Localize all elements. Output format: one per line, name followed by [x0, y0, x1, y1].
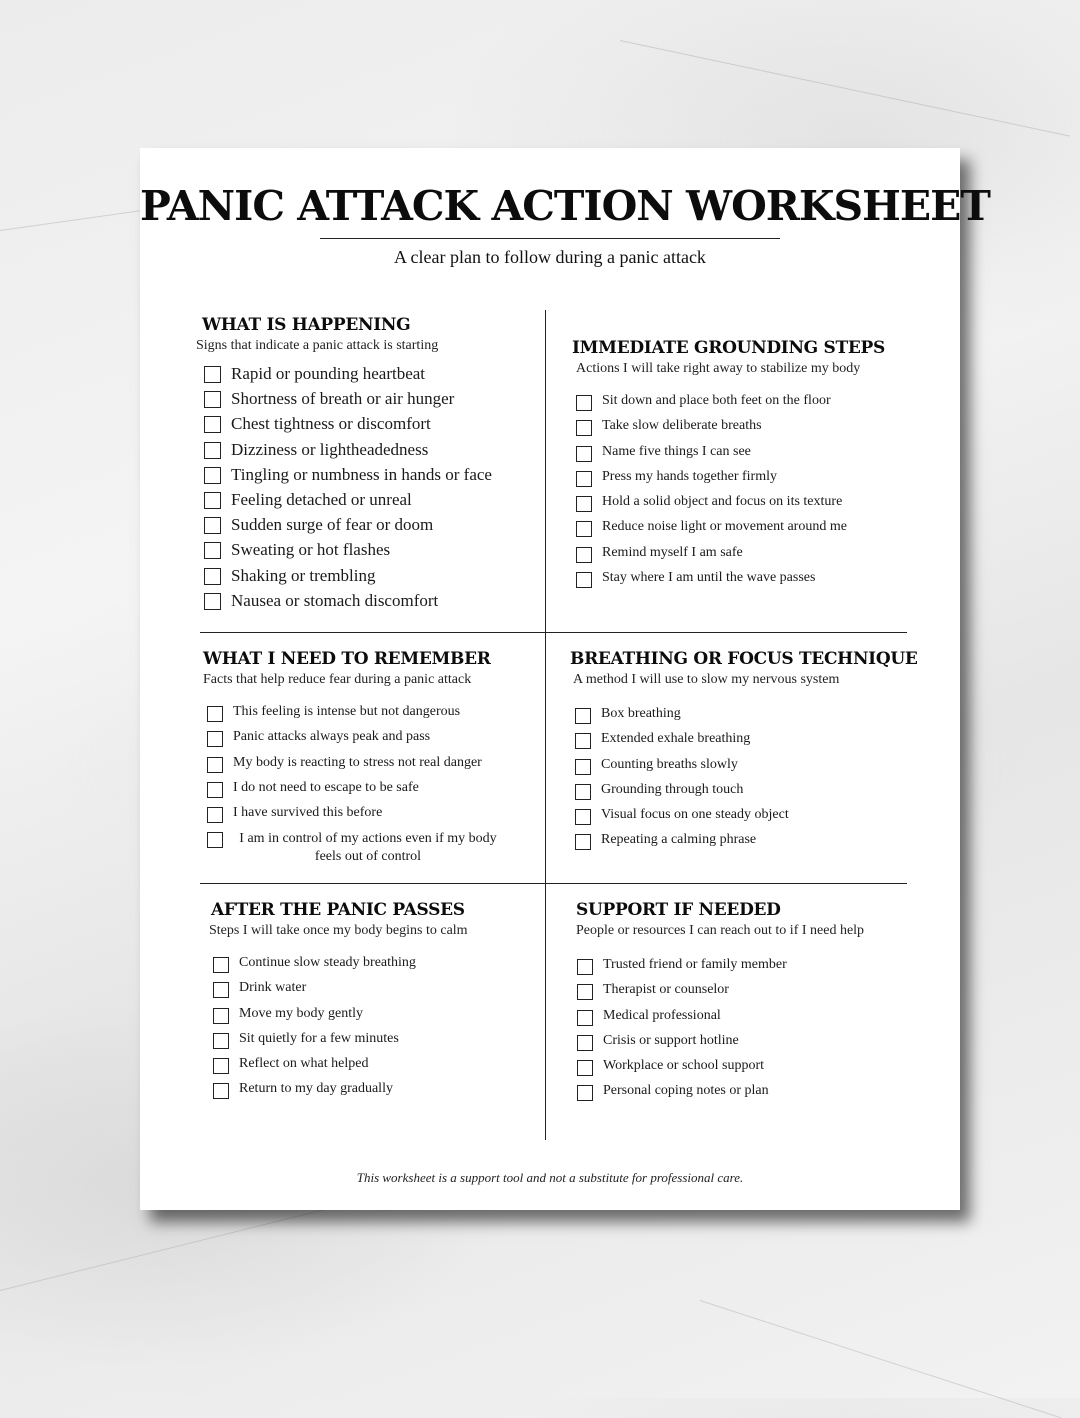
- checkbox[interactable]: [204, 517, 221, 534]
- section-subtitle: A method I will use to slow my nervous system: [573, 672, 840, 687]
- checkbox[interactable]: [577, 959, 593, 975]
- section-support-if-needed: [576, 900, 864, 1109]
- checklist-label: Dizziness or lightheadedness: [231, 439, 429, 459]
- checklist-label: Crisis or support hotline: [603, 1032, 739, 1048]
- checklist-label: Tingling or numbness in hands or face: [231, 464, 492, 484]
- checklist-item: [576, 393, 885, 418]
- checklist-label: This feeling is intense but not dangerous: [233, 704, 461, 719]
- section-title: AFTER THE PANIC PASSES: [211, 900, 465, 920]
- checkbox[interactable]: [204, 391, 221, 408]
- checklist-item: [576, 519, 885, 544]
- checkbox[interactable]: [575, 834, 591, 850]
- checkbox[interactable]: [207, 731, 223, 747]
- checklist-label: Sit quietly for a few minutes: [239, 1030, 399, 1046]
- checklist-item: [213, 1056, 468, 1081]
- checklist-label: Move my body gently: [239, 1005, 364, 1021]
- checklist-label: Visual focus on one steady object: [601, 807, 789, 823]
- checkbox[interactable]: [204, 492, 221, 509]
- checkbox[interactable]: [207, 706, 223, 722]
- checklist-label: Sudden surge of fear or doom: [231, 515, 434, 535]
- checkbox[interactable]: [204, 568, 221, 585]
- checklist-label: Chest tightness or discomfort: [231, 414, 431, 434]
- marble-vein: [620, 40, 1070, 137]
- checkbox[interactable]: [207, 757, 223, 773]
- checkbox[interactable]: [204, 442, 221, 459]
- checklist-label: Therapist or counselor: [603, 982, 729, 998]
- checkbox[interactable]: [213, 1008, 229, 1024]
- checklist-label: Nausea or stomach discomfort: [231, 590, 439, 610]
- checkbox[interactable]: [575, 708, 591, 724]
- checklist-label: Repeating a calming phrase: [601, 832, 757, 848]
- section-title: WHAT IS HAPPENING: [202, 315, 411, 335]
- checkbox[interactable]: [575, 733, 591, 749]
- checklist-item: [207, 805, 503, 830]
- checklist-label: Box breathing: [601, 706, 681, 721]
- checklist-item: [204, 591, 492, 616]
- checklist-item: [576, 494, 885, 519]
- checklist-item: [576, 545, 885, 570]
- checklist-label: Hold a solid object and focus on its texture: [602, 494, 843, 510]
- checklist-item: [204, 490, 492, 515]
- checklist-item: [575, 807, 918, 832]
- checkbox[interactable]: [204, 416, 221, 433]
- checklist-item: [213, 980, 468, 1005]
- checkbox[interactable]: [576, 420, 592, 436]
- checklist-label: Personal coping notes or plan: [603, 1083, 769, 1099]
- checkbox[interactable]: [577, 1035, 593, 1051]
- checklist-label: Continue slow steady breathing: [239, 955, 416, 970]
- section-title: WHAT I NEED TO REMEMBER: [203, 649, 491, 669]
- checklist-label: Stay where I am until the wave passes: [602, 570, 816, 586]
- checklist-item: [577, 1033, 864, 1058]
- checklist-item: [577, 957, 864, 982]
- checklist-label: My body is reacting to stress not real danger: [233, 754, 482, 770]
- checklist-item: [577, 982, 864, 1007]
- checklist-item: [577, 1058, 864, 1083]
- checklist-label: Extended exhale breathing: [601, 731, 751, 747]
- checklist-label: Grounding through touch: [601, 781, 744, 797]
- checkbox[interactable]: [207, 782, 223, 798]
- section-title: IMMEDIATE GROUNDING STEPS: [572, 338, 885, 358]
- checklist-label: Press my hands together firmly: [602, 468, 777, 484]
- section-title: SUPPORT IF NEEDED: [576, 900, 781, 920]
- checkbox[interactable]: [204, 593, 221, 610]
- section-subtitle: People or resources I can reach out to if I need help: [576, 923, 865, 938]
- checklist-label: Trusted friend or family member: [603, 957, 787, 972]
- checklist-label: Reduce noise light or movement around me: [602, 519, 847, 535]
- row-divider: [200, 632, 907, 633]
- checkbox[interactable]: [577, 1060, 593, 1076]
- checklist-label: Drink water: [239, 980, 307, 996]
- checkbox[interactable]: [575, 809, 591, 825]
- checklist-item: [576, 418, 885, 443]
- checklist-label: Reflect on what helped: [239, 1056, 369, 1072]
- checklist-item: [575, 757, 918, 782]
- checklist-item: [575, 782, 918, 807]
- checklist-item: [204, 440, 492, 465]
- checklist-label: Panic attacks always peak and pass: [233, 729, 431, 745]
- checklist-item: [207, 830, 503, 870]
- section-immediate-grounding-steps: [572, 338, 885, 595]
- checkbox[interactable]: [207, 832, 223, 848]
- checklist-item: [575, 731, 918, 756]
- checklist-item: [213, 1031, 468, 1056]
- checklist-item: [577, 1083, 864, 1108]
- checklist-item: [213, 1081, 468, 1106]
- checklist-item: [577, 1008, 864, 1033]
- column-divider: [545, 310, 546, 1140]
- checkbox[interactable]: [577, 1010, 593, 1026]
- checklist-item: [204, 465, 492, 490]
- section-after-the-panic-passes: [209, 900, 468, 1107]
- checklist-label: Feeling detached or unreal: [231, 489, 412, 509]
- checkbox[interactable]: [204, 542, 221, 559]
- section-breathing-or-focus-technique: [570, 649, 918, 858]
- checkbox[interactable]: [204, 366, 221, 383]
- checkbox[interactable]: [576, 521, 592, 537]
- checklist-label: Rapid or pounding heartbeat: [231, 364, 426, 383]
- disclaimer-footer: This worksheet is a support tool and not a substitute for professional care.: [356, 1170, 744, 1185]
- checklist-label: Medical professional: [603, 1007, 721, 1023]
- checklist-label: Sweating or hot flashes: [231, 540, 391, 560]
- checklist-label: Remind myself I am safe: [602, 544, 743, 560]
- checklist-item: [207, 780, 503, 805]
- checklist-item: [575, 706, 918, 731]
- checklist-label: I am in control of my actions even if my body feels out of control: [239, 831, 497, 865]
- checklist-item: [207, 755, 503, 780]
- section-subtitle: Facts that help reduce fear during a panic attack: [203, 672, 472, 687]
- checkbox[interactable]: [213, 1058, 229, 1074]
- checkbox[interactable]: [576, 446, 592, 462]
- checklist-label: Shortness of breath or air hunger: [231, 389, 455, 409]
- checkbox[interactable]: [213, 1033, 229, 1049]
- checkbox[interactable]: [213, 1083, 229, 1099]
- checklist-label: Workplace or school support: [603, 1058, 764, 1074]
- worksheet-subtitle: A clear plan to follow during a panic attack: [394, 247, 706, 267]
- checklist-item: [207, 704, 503, 729]
- checklist-label: Take slow deliberate breaths: [602, 418, 762, 434]
- checklist-item: [204, 566, 492, 591]
- checkbox[interactable]: [576, 572, 592, 588]
- worksheet-title: PANIC ATTACK ACTION WORKSHEET: [140, 182, 990, 230]
- checklist-label: Return to my day gradually: [239, 1081, 393, 1097]
- checklist-label: I do not need to escape to be safe: [233, 779, 419, 795]
- checklist-item: [207, 729, 503, 754]
- checkbox[interactable]: [207, 807, 223, 823]
- marble-vein: [700, 1300, 1062, 1418]
- checkbox[interactable]: [575, 759, 591, 775]
- checkbox[interactable]: [576, 496, 592, 512]
- checkbox[interactable]: [576, 395, 592, 411]
- checklist-item: [204, 515, 492, 540]
- checklist-item: [576, 570, 885, 595]
- checklist-label: Sit down and place both feet on the floor: [602, 393, 831, 408]
- section-subtitle: Signs that indicate a panic attack is starting: [196, 338, 439, 353]
- checkbox[interactable]: [576, 471, 592, 487]
- checkbox[interactable]: [577, 1085, 593, 1101]
- checklist-item: [204, 389, 492, 414]
- section-subtitle: Steps I will take once my body begins to calm: [209, 923, 468, 938]
- checklist-label: I have survived this before: [233, 805, 383, 821]
- title-divider: [320, 238, 780, 239]
- checklist-item: [575, 832, 918, 857]
- worksheet-page: [140, 148, 990, 1210]
- row-divider: [200, 883, 907, 884]
- checklist-item: [576, 469, 885, 494]
- section-title: BREATHING OR FOCUS TECHNIQUE: [570, 649, 918, 669]
- checklist-item: [213, 955, 468, 980]
- checklist-item: [204, 364, 492, 389]
- section-what-i-need-to-remember: [203, 649, 503, 870]
- checkbox[interactable]: [213, 982, 229, 998]
- checklist-item: [204, 540, 492, 565]
- checkbox[interactable]: [577, 984, 593, 1000]
- checklist-item: [213, 1006, 468, 1031]
- checklist-item: [204, 414, 492, 439]
- checkbox[interactable]: [213, 957, 229, 973]
- checklist-label: Counting breaths slowly: [601, 756, 738, 772]
- checkbox[interactable]: [575, 784, 591, 800]
- checklist-label: Shaking or trembling: [231, 565, 376, 585]
- checklist-label: Name five things I can see: [602, 443, 751, 459]
- section-subtitle: Actions I will take right away to stabilize my body: [576, 361, 861, 376]
- checklist-item: [576, 444, 885, 469]
- section-what-is-happening: [196, 315, 492, 616]
- checkbox[interactable]: [576, 547, 592, 563]
- checkbox[interactable]: [204, 467, 221, 484]
